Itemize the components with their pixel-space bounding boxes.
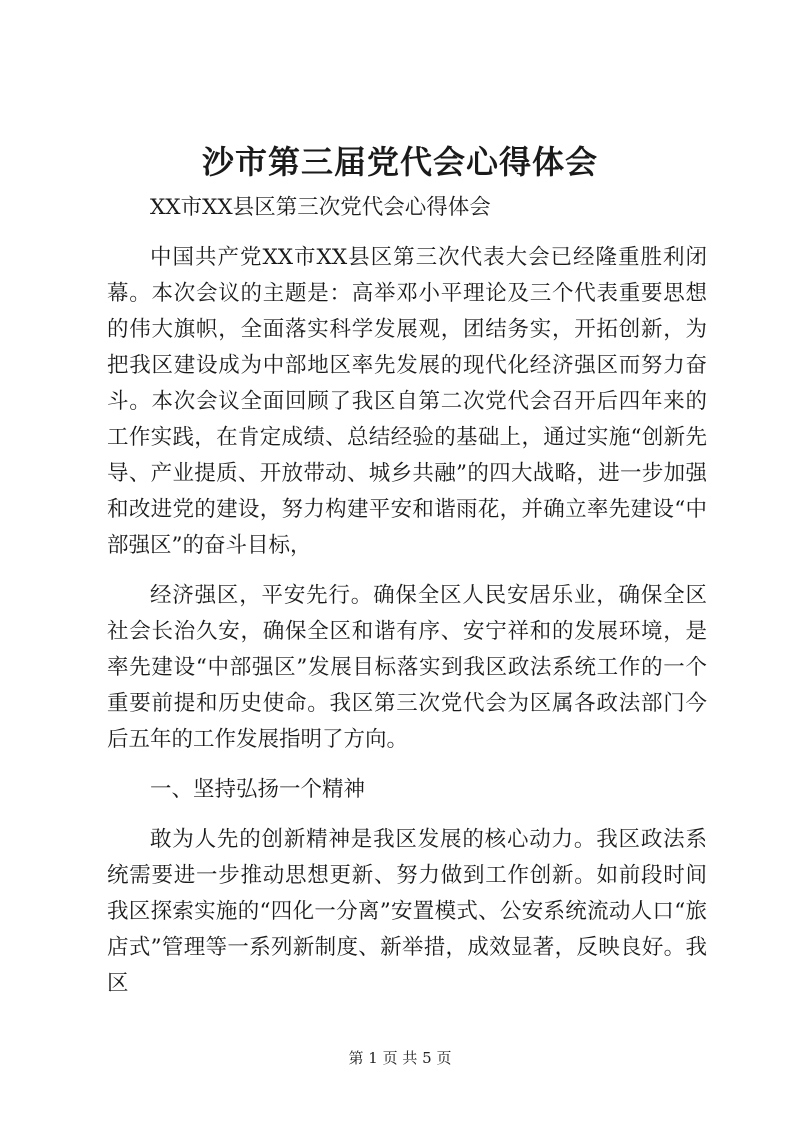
section-heading-one: 一、坚持弘扬一个精神 [150,777,366,802]
paragraph-innovation: 敢为人先的创新精神是我区发展的核心动力。我区政法系统需要进一步推动思想更新、努力做到工作创新。如前段时间我区探索实施的“四化一分离”安置模式、公安系统流动人口“旅店式”管理等一系列新制度、新举措，成效显著，反映良好。我区 [107,827,707,996]
paragraph-intro: 中国共产党XX市XX县区第三次代表大会已经隆重胜利闭幕。本次会议的主题是：高举邓小平理论及三个代表重要思想的伟大旗帜，全面落实科学发展观，团结务实，开拓创新，为把我区建设成为中部地区率先发展的现代化经济强区而努力奋斗。本次会议全面回顾了我区自第二次党代会召开后四年来的工作实践，在肯定成绩、总结经验的基础上，通过实施“创新先导、产业提质、开放带动、城乡共融”的四大战略，进一步加强和改进党的建设，努力构建平安和谐雨花，并确立率先建设“中部强区”的奋斗目标， [107,245,707,558]
paragraph-economic-strength: 经济强区，平安先行。确保全区人民安居乐业，确保全区社会长治久安，确保全区和谐有序、安宁祥和的发展环境，是率先建设“中部强区”发展目标落实到我区政法系统工作的一个重要前提和历史使命。我区第三次党代会为区属各政法部门今后五年的工作发展指明了方向。 [107,583,707,752]
page-title: 沙市第三届党代会心得体会 [201,143,598,181]
page-number-footer: 第 1 页 共 5 页 [348,1049,452,1067]
document-subtitle: XX市XX县区第三次党代会心得体会 [150,195,491,220]
document-body [107,190,707,1002]
